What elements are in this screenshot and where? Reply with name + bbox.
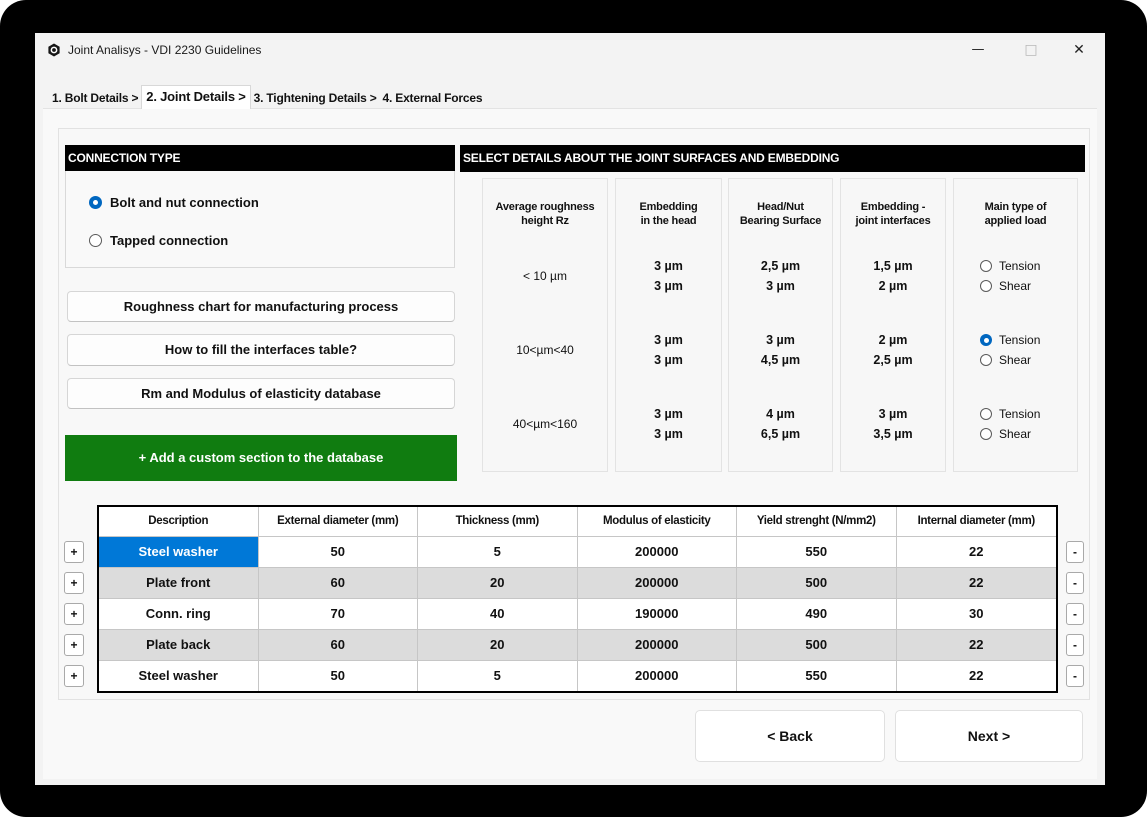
roughness-column [482,178,608,472]
embedding-value: 4 µm [766,407,795,421]
add-row-button[interactable]: + [64,665,84,687]
column-header: Embedding in the head [639,201,698,227]
cell-description[interactable]: Plate front [99,567,259,598]
column-header: Average roughness height Rz [495,201,595,227]
embedding-head-cell [616,256,721,296]
column-header-modulus[interactable]: Modulus of elasticity [578,507,738,536]
cell-modulus[interactable]: 200000 [578,567,738,598]
embedding-value: 2 µm [878,279,908,293]
app-window [35,33,1105,785]
cell-modulus[interactable]: 200000 [578,629,738,660]
load-option-shear[interactable] [980,276,1040,296]
load-option-tension[interactable] [980,256,1040,276]
roughness-chart-button[interactable]: Roughness chart for manufacturing process [67,291,455,322]
load-type-column [953,178,1078,472]
table-header-row [99,507,1056,536]
cell-yield-strength[interactable]: 550 [737,536,897,567]
radio-button-icon[interactable] [980,260,992,272]
load-option-shear[interactable] [980,350,1040,370]
remove-row-button[interactable]: - [1066,634,1084,656]
radio-button-icon[interactable] [980,280,992,292]
column-header-yield-strength[interactable]: Yield strenght (N/mm2) [737,507,897,536]
load-option-tension[interactable] [980,330,1040,350]
cell-modulus[interactable]: 200000 [578,660,738,691]
cell-external-diameter[interactable]: 50 [259,660,419,691]
close-button[interactable]: ✕ [1073,42,1085,58]
tab-joint-details[interactable]: 2. Joint Details > [141,85,250,109]
embedding-value: 3 µm [654,407,683,421]
radio-button-icon[interactable] [980,354,992,366]
back-button[interactable]: < Back [695,710,885,762]
load-option-label: Shear [999,427,1032,441]
table-row [99,567,1056,598]
cell-internal-diameter[interactable]: 22 [897,660,1057,691]
embedding-value: 2 µm [878,333,908,347]
embedding-value: 3 µm [766,279,795,293]
tab-tightening-details[interactable]: 3. Tightening Details > [253,91,377,105]
roughness-range: 10<µm<40 [516,343,574,357]
cell-yield-strength[interactable]: 500 [737,567,897,598]
embedding-value: 3 µm [654,427,683,441]
embedding-value: 2,5 µm [873,353,913,367]
tab-bolt-details[interactable]: 1. Bolt Details > [52,91,139,105]
cell-thickness[interactable]: 20 [418,629,578,660]
table-row [99,629,1056,660]
embedding-value: 2,5 µm [760,259,801,273]
table-row [99,536,1056,567]
load-option-label: Tension [999,333,1041,347]
cell-description[interactable]: Steel washer [99,660,259,691]
add-row-button[interactable]: + [64,541,84,563]
embedding-value: 3 µm [654,259,683,273]
embedding-value: 1,5 µm [873,259,913,273]
hex-nut-icon [47,43,61,57]
radio-tapped-connection[interactable] [89,232,228,248]
radio-button-icon[interactable] [980,428,992,440]
cell-description[interactable]: Plate back [99,629,259,660]
load-type-options [980,256,1040,296]
column-header: Head/Nut Bearing Surface [739,201,822,227]
column-header-internal-diameter[interactable]: Internal diameter (mm) [917,515,1035,527]
embedding-value: 3 µm [766,333,795,347]
material-database-button[interactable]: Rm and Modulus of elasticity database [67,378,455,409]
embedding-value: 3 µm [654,353,683,367]
cell-yield-strength[interactable]: 550 [737,660,897,691]
column-header-external-diameter[interactable]: External diameter (mm) [259,507,419,536]
cell-description[interactable]: Conn. ring [99,598,259,629]
bearing-surface-cell [729,256,832,296]
embedding-head-cell [616,330,721,370]
roughness-cell [483,256,607,296]
cell-yield-strength[interactable]: 490 [737,598,897,629]
embedding-head-column [615,178,722,472]
cell-external-diameter[interactable]: 60 [259,567,419,598]
add-custom-section-button[interactable]: + Add a custom section to the database [65,435,457,481]
cell-external-diameter[interactable]: 70 [259,598,419,629]
title-bar[interactable] [35,33,1105,69]
table-row [99,660,1056,691]
table-row [99,598,1056,629]
bearing-surface-cell [729,330,832,370]
add-row-button[interactable]: + [64,634,84,656]
load-option-shear[interactable] [980,424,1040,444]
load-option-label: Shear [999,353,1032,367]
add-row-button[interactable]: + [64,603,84,625]
embedding-value: 4,5 µm [760,353,801,367]
surfaces-embedding-header: SELECT DETAILS ABOUT THE JOINT SURFACES AND EMBEDDING [460,145,1085,172]
joint-interfaces-column [840,178,946,472]
column-header: Embedding - joint interfaces [855,201,931,227]
connection-type-header: CONNECTION TYPE [65,145,455,171]
load-type-options [980,330,1040,370]
tab-external-forces[interactable]: 4. External Forces [382,91,483,105]
roughness-range: < 10 µm [523,269,567,283]
minimize-button[interactable]: — [971,42,985,57]
cell-thickness[interactable]: 5 [418,536,578,567]
embedding-value: 3 µm [654,279,683,293]
add-row-button[interactable]: + [64,572,84,594]
interfaces-help-button[interactable]: How to fill the interfaces table? [67,334,455,366]
joint-sections-table [97,505,1058,693]
joint-interfaces-cell [841,404,945,444]
column-header: Main type of applied load [984,201,1047,227]
remove-row-button[interactable]: - [1066,665,1084,687]
embedding-head-cell [616,404,721,444]
joint-interfaces-cell [841,330,945,370]
cell-internal-diameter[interactable]: 30 [897,598,1057,629]
load-option-label: Shear [999,279,1032,293]
maximize-button[interactable]: □ [1024,42,1038,58]
radio-button-icon[interactable] [89,196,102,209]
load-option-label: Tension [999,407,1041,421]
radio-button-icon[interactable] [980,408,992,420]
cell-modulus[interactable]: 200000 [578,536,738,567]
tab-strip [49,83,485,109]
cell-thickness[interactable]: 40 [418,598,578,629]
cell-external-diameter[interactable]: 50 [259,536,419,567]
radio-label: Tapped connection [110,232,229,248]
bearing-surface-column [728,178,833,472]
embedding-value: 3,5 µm [873,427,913,441]
radio-bolt-and-nut-connection[interactable] [89,194,259,210]
cell-internal-diameter[interactable]: 22 [897,629,1057,660]
embedding-value: 6,5 µm [760,427,801,441]
radio-button-icon[interactable] [980,334,992,346]
cell-internal-diameter[interactable]: 22 [897,567,1057,598]
connection-type-group [65,171,455,268]
joint-interfaces-cell [841,256,945,296]
window-title: Joint Analisys - VDI 2230 Guidelines [68,43,262,57]
next-button[interactable]: Next > [895,710,1083,762]
cell-yield-strength[interactable]: 500 [737,629,897,660]
cell-description[interactable]: Steel washer [99,536,259,567]
roughness-cell [483,404,607,444]
remove-row-button[interactable]: - [1066,603,1084,625]
embedding-value: 3 µm [878,407,908,421]
radio-button-icon[interactable] [89,234,102,247]
cell-thickness[interactable]: 5 [418,660,578,691]
roughness-range: 40<µm<160 [512,417,578,431]
radio-label: Bolt and nut connection [110,194,259,210]
column-header-description[interactable]: Description [99,507,259,536]
cell-thickness[interactable]: 20 [418,567,578,598]
cell-internal-diameter[interactable]: 22 [897,536,1057,567]
load-option-label: Tension [999,259,1041,273]
load-type-options [980,404,1040,444]
remove-row-button[interactable]: - [1066,572,1084,594]
column-header-thickness[interactable]: Thickness (mm) [418,507,578,536]
remove-row-button[interactable]: - [1066,541,1084,563]
embedding-value: 3 µm [654,333,683,347]
load-option-tension[interactable] [980,404,1040,424]
cell-external-diameter[interactable]: 60 [259,629,419,660]
bearing-surface-cell [729,404,832,444]
roughness-cell [483,330,607,370]
cell-modulus[interactable]: 190000 [578,598,738,629]
